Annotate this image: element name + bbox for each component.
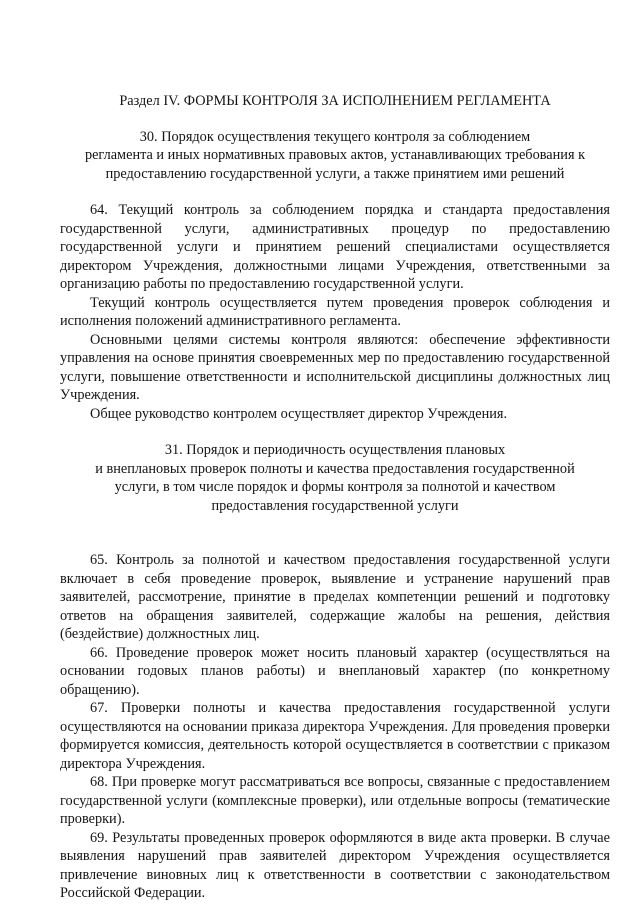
subsection-30-line: регламента и иных нормативных правовых актов, устанавливающих требования к bbox=[84, 147, 586, 163]
paragraph-68: 68. При проверке могут рассматриваться все вопросы, связанные с предоставлением государственной услуги (комплексные проверки), или отдельные вопросы (тематические проверки). bbox=[60, 774, 610, 827]
paragraph-control-goals: Основными целями системы контроля являются: обеспечение эффективности управления на основе принятия своевременных мер по предоставлению государственной услуги, повышение ответственности и исполнительской дисциплины должностных лиц Учреждения. bbox=[60, 331, 610, 403]
paragraph-current-control: Текущий контроль осуществляется путем проведения проверок соблюдения и исполнения положений административного регламента. bbox=[60, 294, 610, 329]
subsection-30-line: 30. Порядок осуществления текущего контроля за соблюдением bbox=[139, 128, 531, 145]
subsection-30-heading bbox=[60, 128, 610, 184]
paragraph-general-management: Общее руководство контролем осуществляет директор Учреждения. bbox=[90, 405, 508, 422]
spacer bbox=[60, 423, 610, 441]
spacer bbox=[60, 533, 610, 551]
paragraph-69: 69. Результаты проведенных проверок оформляются в виде акта проверки. В случае выявления нарушений прав заявителей директором Учреждения осуществляется привлечение виновных лиц к ответственности в соответствии с законодательством Российской Федерации. bbox=[60, 829, 610, 901]
subsection-31-heading bbox=[60, 441, 610, 515]
subsection-31-line: предоставления государственной услуги bbox=[211, 497, 459, 514]
paragraph-67: 67. Проверки полноты и качества предоставления государственной услуги осуществляются на основании приказа директора Учреждения. Для проведения проверки формируется комиссия, деятельность которой осуществляется в соответствии с приказом директора Учреждения. bbox=[60, 700, 610, 772]
section-title: Раздел IV. ФОРМЫ КОНТРОЛЯ ЗА ИСПОЛНЕНИЕМ РЕГЛАМЕНТА bbox=[119, 93, 551, 109]
subsection-30-line: предоставлению государственной услуги, а также принятием ими решений bbox=[105, 165, 565, 182]
paragraph-64: 64. Текущий контроль за соблюдением порядка и стандарта предоставления государственной услуги, административных процедур по предоставлению государственной услуги и принятием решений специалистами осуществляется директором Учреждения, должностными лицами Учреждения, ответственными за организацию работы по предоставлению государственной услуги. bbox=[60, 202, 610, 292]
subsection-31-line: и внеплановых проверок полноты и качества предоставления государственной bbox=[95, 460, 575, 477]
subsection-31-line: услуги, в том числе порядок и формы контроля за полнотой и качеством bbox=[114, 479, 556, 495]
paragraph-65: 65. Контроль за полнотой и качеством предоставления государственной услуги включает в себя проведение проверок, выявление и устранение нарушений прав заявителей, рассмотрение, принятие в пределах компетенции решений и подготовку ответов на обращения заявителей, содержащие жалобы на решения, действия (бездействие) должностных лиц. bbox=[60, 552, 610, 642]
paragraph-66: 66. Проведение проверок может носить плановый характер (осуществляться на основании годовых планов работы) и внеплановый характер (по конкретному обращению). bbox=[60, 644, 610, 698]
subsection-31-line: 31. Порядок и периодичность осуществления плановых bbox=[164, 442, 506, 458]
